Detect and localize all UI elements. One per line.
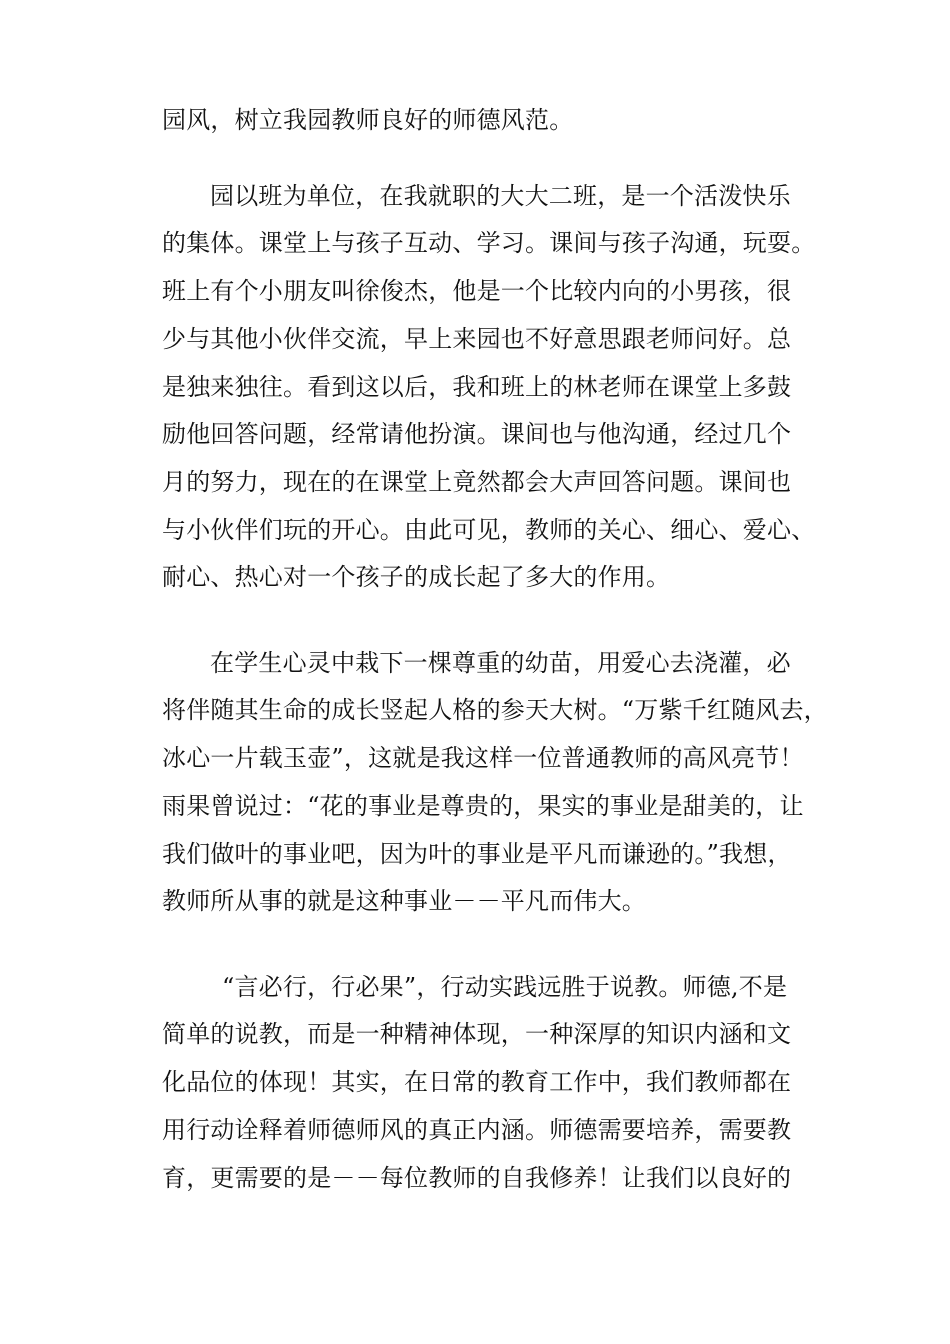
text-line: 冰心一片载玉壶”，这就是我这样一位普通教师的高风亮节！ [162, 744, 804, 772]
text-line: 雨果曾说过：“花的事业是尊贵的，果实的事业是甜美的，让 [162, 792, 804, 820]
text-line: 在学生心灵中栽下一棵尊重的幼苗，用爱心去浇灌，必 [210, 649, 791, 677]
text-line: 简单的说教，而是一种精神体现，一种深厚的知识内涵和文 [162, 1020, 792, 1048]
text-line: 化品位的体现！其实，在日常的教育工作中，我们教师都在 [162, 1068, 792, 1096]
text-line: 将伴随其生命的成长竖起人格的参天大树。“万紫千红随风去， [162, 696, 828, 724]
text-line: 用行动诠释着师德师风的真正内涵。师德需要培养，需要教 [162, 1116, 792, 1144]
text-line: 育，更需要的是－－每位教师的自我修养！让我们以良好的 [162, 1164, 792, 1192]
text-line: 教师所从事的就是这种事业－－平凡而伟大。 [162, 887, 646, 915]
text-line: 是独来独往。看到这以后，我和班上的林老师在课堂上多鼓 [162, 373, 792, 401]
text-line: 我们做叶的事业吧，因为叶的事业是平凡而谦逊的。”我想， [162, 840, 792, 868]
text-line: 与小伙伴们玩的开心。由此可见，教师的关心、细心、爱心、 [162, 516, 816, 544]
text-line: 耐心、热心对一个孩子的成长起了多大的作用。 [162, 563, 671, 591]
text-line: 园以班为单位，在我就职的大大二班，是一个活泼快乐 [210, 182, 791, 210]
text-line: 月的努力，现在的在课堂上竟然都会大声回答问题。课间也 [162, 468, 792, 496]
text-line: 少与其他小伙伴交流，早上来园也不好意思跟老师问好。总 [162, 325, 792, 353]
text-line: 园风，树立我园教师良好的师德风范。 [162, 106, 574, 134]
text-line: 的集体。课堂上与孩子互动、学习。课间与孩子沟通，玩耍。 [162, 229, 816, 257]
text-line: 励他回答问题，经常请他扮演。课间也与他沟通，经过几个 [162, 420, 792, 448]
text-line: 班上有个小朋友叫徐俊杰，他是一个比较内向的小男孩，很 [162, 277, 792, 305]
text-line: “言必行，行必果”，行动实践远胜于说教。师德,不是 [222, 973, 788, 1001]
